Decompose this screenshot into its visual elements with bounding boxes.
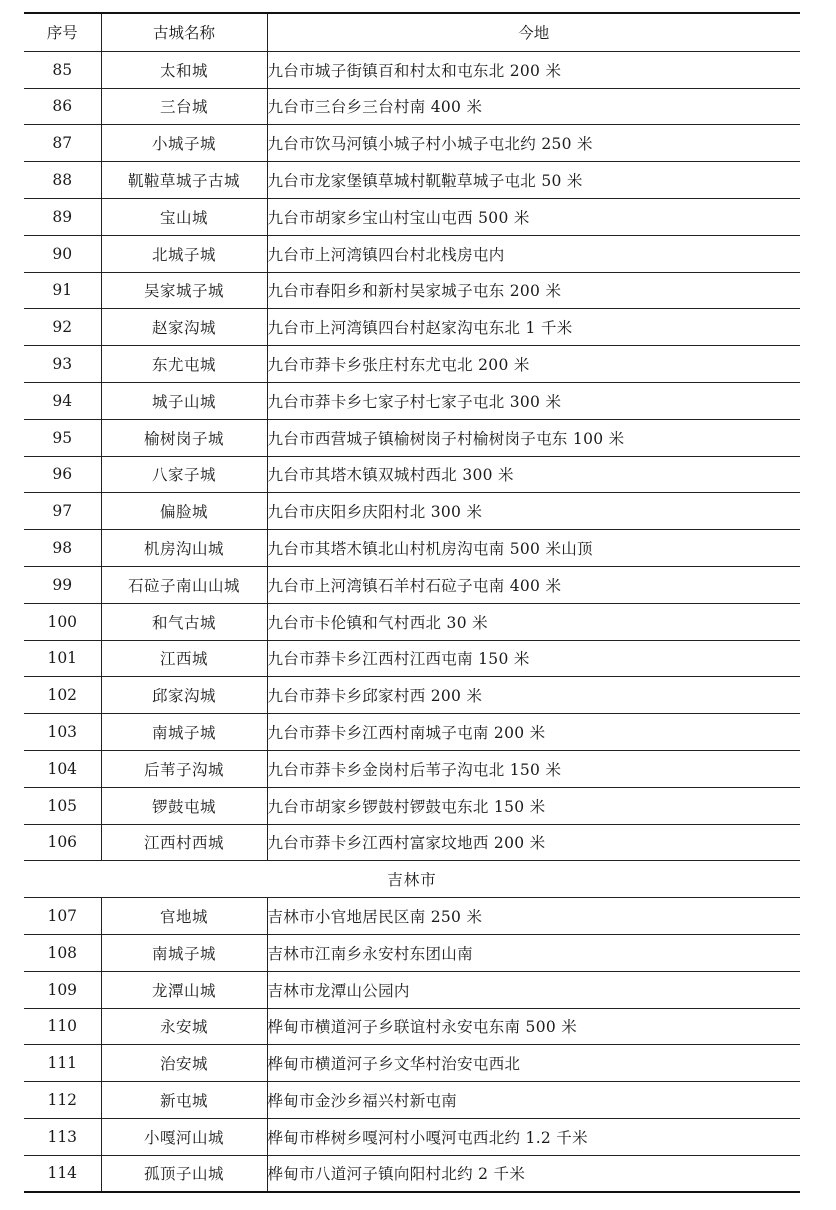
- table-row: [24, 493, 800, 530]
- row-location: 九台市上河湾镇四台村北栈房屯内: [267, 235, 800, 272]
- row-location: 九台市春阳乡和新村吴家城子屯东 200 米: [267, 272, 800, 309]
- row-num: 97: [24, 493, 101, 530]
- row-location: 桦甸市八道河子镇向阳村北约 2 千米: [267, 1155, 800, 1192]
- row-name: 三台城: [101, 88, 267, 125]
- table-row: [24, 1082, 800, 1119]
- table-row: [24, 346, 800, 383]
- row-name: 锣鼓屯城: [101, 787, 267, 824]
- row-location: 九台市胡家乡锣鼓村锣鼓屯东北 150 米: [267, 787, 800, 824]
- row-location: 九台市莽卡乡张庄村东尤屯北 200 米: [267, 346, 800, 383]
- row-name: 龙潭山城: [101, 971, 267, 1008]
- row-num: 100: [24, 603, 101, 640]
- row-num: 113: [24, 1118, 101, 1155]
- row-name: 官地城: [101, 898, 267, 935]
- table-row: [24, 382, 800, 419]
- row-num: 99: [24, 566, 101, 603]
- table-row: [24, 1045, 800, 1082]
- table-body: [24, 51, 800, 1192]
- row-name: 石砬子南山山城: [101, 566, 267, 603]
- row-name: 机房沟山城: [101, 530, 267, 567]
- row-num: 86: [24, 88, 101, 125]
- row-location: 桦甸市桦树乡嘎河村小嘎河屯西北约 1.2 千米: [267, 1118, 800, 1155]
- row-num: 93: [24, 346, 101, 383]
- row-num: 95: [24, 419, 101, 456]
- row-name: 太和城: [101, 51, 267, 88]
- row-name: 东尤屯城: [101, 346, 267, 383]
- table-row: [24, 750, 800, 787]
- row-name: 邱家沟城: [101, 677, 267, 714]
- row-location: 九台市卡伦镇和气村西北 30 米: [267, 603, 800, 640]
- row-num: 90: [24, 235, 101, 272]
- row-name: 江西城: [101, 640, 267, 677]
- row-num: 98: [24, 530, 101, 567]
- row-name: 孤顶子山城: [101, 1155, 267, 1192]
- table-row: [24, 971, 800, 1008]
- row-name: 榆树岗子城: [101, 419, 267, 456]
- table-row: [24, 309, 800, 346]
- row-name: 小城子城: [101, 125, 267, 162]
- table-row: [24, 198, 800, 235]
- row-location: 九台市莽卡乡七家子村七家子屯北 300 米: [267, 382, 800, 419]
- header-num: 序号: [24, 13, 101, 51]
- table-row: [24, 1008, 800, 1045]
- row-location: 吉林市小官地居民区南 250 米: [267, 898, 800, 935]
- table-row: [24, 88, 800, 125]
- row-num: 105: [24, 787, 101, 824]
- row-location: 九台市莽卡乡邱家村西 200 米: [267, 677, 800, 714]
- row-location: 九台市莽卡乡江西村富家坟地西 200 米: [267, 824, 800, 861]
- row-location: 九台市龙家堡镇草城村靰鞡草城子屯北 50 米: [267, 162, 800, 199]
- castle-table: [24, 12, 800, 1193]
- table-header: [24, 13, 800, 51]
- row-num: 110: [24, 1008, 101, 1045]
- row-name: 新屯城: [101, 1082, 267, 1119]
- table-row: [24, 51, 800, 88]
- row-num: 111: [24, 1045, 101, 1082]
- row-location: 九台市三台乡三台村南 400 米: [267, 88, 800, 125]
- row-location: 九台市胡家乡宝山村宝山屯西 500 米: [267, 198, 800, 235]
- row-location: 桦甸市横道河子乡联谊村永安屯东南 500 米: [267, 1008, 800, 1045]
- table-row: [24, 1118, 800, 1155]
- table-row: [24, 162, 800, 199]
- row-name: 城子山城: [101, 382, 267, 419]
- section-row: [24, 861, 800, 898]
- row-num: 88: [24, 162, 101, 199]
- table-row: [24, 934, 800, 971]
- row-num: 104: [24, 750, 101, 787]
- table-row: [24, 677, 800, 714]
- row-num: 87: [24, 125, 101, 162]
- table-row: [24, 419, 800, 456]
- row-num: 92: [24, 309, 101, 346]
- table-row: [24, 714, 800, 751]
- row-location: 九台市莽卡乡江西村南城子屯南 200 米: [267, 714, 800, 751]
- row-name: 北城子城: [101, 235, 267, 272]
- row-name: 南城子城: [101, 714, 267, 751]
- row-num: 103: [24, 714, 101, 751]
- table-row: [24, 603, 800, 640]
- row-name: 南城子城: [101, 934, 267, 971]
- row-location: 九台市城子街镇百和村太和屯东北 200 米: [267, 51, 800, 88]
- header-row: [24, 13, 800, 51]
- table-row: [24, 566, 800, 603]
- table-row: [24, 640, 800, 677]
- table-row: [24, 1155, 800, 1192]
- row-name: 偏脸城: [101, 493, 267, 530]
- row-name: 靰鞡草城子古城: [101, 162, 267, 199]
- row-location: 桦甸市横道河子乡文华村治安屯西北: [267, 1045, 800, 1082]
- row-location: 九台市其塔木镇双城村西北 300 米: [267, 456, 800, 493]
- row-name: 八家子城: [101, 456, 267, 493]
- row-num: 107: [24, 898, 101, 935]
- row-num: 94: [24, 382, 101, 419]
- table-row: [24, 898, 800, 935]
- table-row: [24, 824, 800, 861]
- table-row: [24, 235, 800, 272]
- table-row: [24, 272, 800, 309]
- row-location: 九台市莽卡乡金岗村后苇子沟屯北 150 米: [267, 750, 800, 787]
- row-num: 91: [24, 272, 101, 309]
- row-location: 桦甸市金沙乡福兴村新屯南: [267, 1082, 800, 1119]
- row-num: 89: [24, 198, 101, 235]
- row-name: 永安城: [101, 1008, 267, 1045]
- row-name: 赵家沟城: [101, 309, 267, 346]
- row-location: 九台市饮马河镇小城子村小城子屯北约 250 米: [267, 125, 800, 162]
- table-row: [24, 456, 800, 493]
- row-location: 九台市莽卡乡江西村江西屯南 150 米: [267, 640, 800, 677]
- row-name: 和气古城: [101, 603, 267, 640]
- row-location: 九台市其塔木镇北山村机房沟屯南 500 米山顶: [267, 530, 800, 567]
- row-num: 96: [24, 456, 101, 493]
- row-location: 九台市庆阳乡庆阳村北 300 米: [267, 493, 800, 530]
- row-name: 后苇子沟城: [101, 750, 267, 787]
- row-num: 108: [24, 934, 101, 971]
- row-num: 109: [24, 971, 101, 1008]
- header-location: 今地: [267, 13, 800, 51]
- header-name: 古城名称: [101, 13, 267, 51]
- row-num: 114: [24, 1155, 101, 1192]
- row-num: 85: [24, 51, 101, 88]
- row-name: 治安城: [101, 1045, 267, 1082]
- row-location: 九台市上河湾镇石羊村石砬子屯南 400 米: [267, 566, 800, 603]
- section-title: 吉林市: [24, 861, 800, 898]
- table-row: [24, 530, 800, 567]
- row-num: 101: [24, 640, 101, 677]
- row-location: 九台市上河湾镇四台村赵家沟屯东北 1 千米: [267, 309, 800, 346]
- table-row: [24, 125, 800, 162]
- row-name: 江西村西城: [101, 824, 267, 861]
- row-num: 106: [24, 824, 101, 861]
- row-location: 九台市西营城子镇榆树岗子村榆树岗子屯东 100 米: [267, 419, 800, 456]
- row-num: 112: [24, 1082, 101, 1119]
- row-name: 宝山城: [101, 198, 267, 235]
- row-name: 小嘎河山城: [101, 1118, 267, 1155]
- table-row: [24, 787, 800, 824]
- row-name: 吴家城子城: [101, 272, 267, 309]
- row-location: 吉林市龙潭山公园内: [267, 971, 800, 1008]
- row-location: 吉林市江南乡永安村东团山南: [267, 934, 800, 971]
- row-num: 102: [24, 677, 101, 714]
